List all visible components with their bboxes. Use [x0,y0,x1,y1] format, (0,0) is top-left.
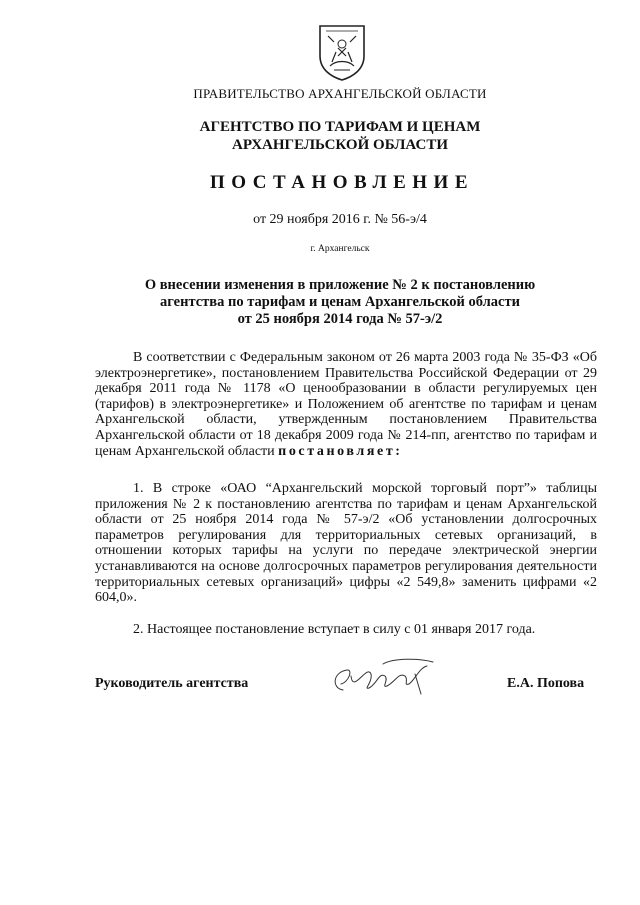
document-type: ПОСТАНОВЛЕНИЕ [209,172,475,193]
signatory-position: Руководитель агентства [95,676,249,691]
item-2-paragraph: 2. Настоящее постановление вступает в силу с 01 января 2017 года. [133,622,536,637]
subject-line1: О внесении изменения в приложение № 2 к постановлению [144,277,536,293]
signatory-name: Е.А. Попова [507,676,585,691]
subject-line2: агентства по тарифам и ценам Архангельской области [160,294,520,310]
document-city: г. Архангельск [310,244,370,254]
document-subject [20,277,640,328]
handwritten-signature [323,654,443,704]
coat-of-arms-icon [316,22,368,82]
subject-line3: от 25 ноября 2014 года № 57-э/2 [237,311,443,327]
preamble-text: В соответствии с Федеральным законом от 26 марта 2003 года № 35-ФЗ «Об электроэнергетике», постановлением Правительства Российской Федерации от 29 декабря 2011 года № 1178 «О ценообразовании в области регулируемых цен (тарифов) в электроэнергетике» и Положением об агентстве по тарифам и ценам Архангельской области, утвержденным постановлением Правительства Архангельской области от 18 декабря 2009 года № 214-пп, агентство по тарифам и ценам Архангельской области [95,350,597,459]
government-name: ПРАВИТЕЛЬСТВО АРХАНГЕЛЬСКОЙ ОБЛАСТИ [193,86,487,101]
agency-name [20,118,640,154]
document-date-number: от 29 ноября 2016 г. № 56-э/4 [253,212,427,227]
agency-name-line2: АРХАНГЕЛЬСКОЙ ОБЛАСТИ [232,137,448,153]
resolves-word: постановляет: [278,443,403,459]
agency-name-line1: АГЕНТСТВО ПО ТАРИФАМ И ЦЕНАМ [199,119,481,135]
preamble-paragraph [95,350,597,459]
item-1-paragraph: 1. В строке «ОАО “Архангельский морской торговый порт”» таблицы приложения № 2 к постановлению агентства по тарифам и ценам Архангельской области от 25 ноября 2014 года № 57-э/2 «Об установлении долгосрочных параметров регулирования для территориальных сетевых организаций, в отношении которых тарифы на услуги по передаче электрической энергии устанавливаются на основе долгосрочных параметров регулирования деятельности территориальных сетевых организаций» цифры «2 549,8» заменить цифрами «2 604,0». [95,481,597,606]
